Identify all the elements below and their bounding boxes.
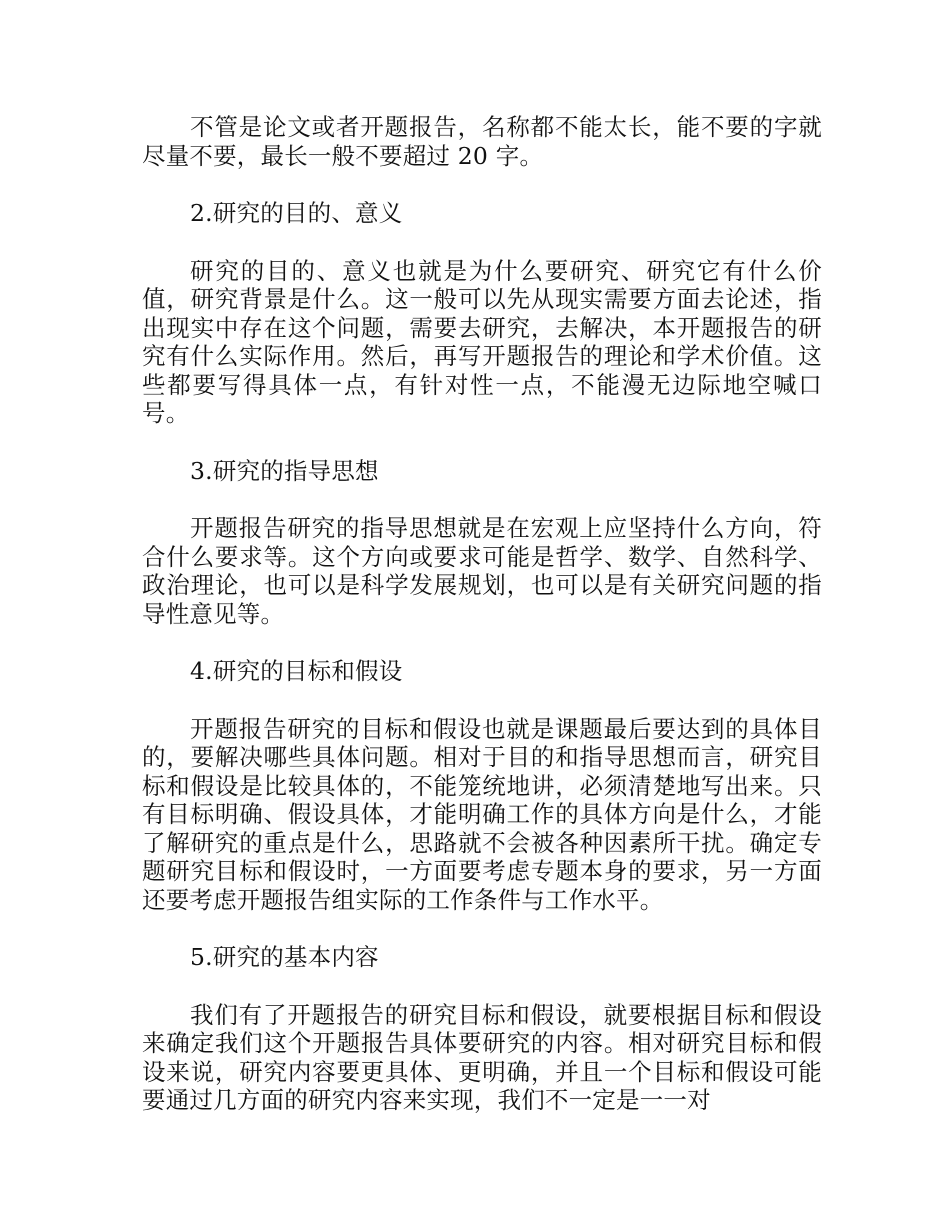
heading-guiding-ideology: 3.研究的指导思想: [190, 456, 379, 485]
heading-purpose-significance: 2.研究的目的、意义: [190, 199, 403, 227]
paragraph-guiding-ideology: 开题报告研究的指导思想就是在宏观上应坚持什么方向，符合什么要求等。这个方向或要求可能是哲学、数学、自然科学、政治理论，也可以是科学发展规划，也可以是有关研究问题的指导性意见等。: [142, 514, 822, 628]
paragraph-goals-hypotheses: 开题报告研究的目标和假设也就是课题最后要达到的具体目的，要解决哪些具体问题。相对于目的和指导思想而言，研究目标和假设是比较具体的，不能笼统地讲，必须清楚地写出来。只有目标明确、假设具体，才能明确工作的具体方向是什么，才能了解研究的重点是什么，思路就不会被各种因素所干扰。确定专题研究目标和假设时，一方面要考虑专题本身的要求，另一方面还要考虑开题报告组实际的工作条件与工作水平。: [142, 714, 822, 914]
heading-goals-hypotheses: 4.研究的目标和假设: [190, 657, 403, 685]
paragraph-basic-content: 我们有了开题报告的研究目标和假设，就要根据目标和假设来确定我们这个开题报告具体要研究的内容。相对研究目标和假设来说，研究内容要更具体、更明确，并且一个目标和假设可能要通过几方面的研究内容来实现，我们不一定是一一对: [142, 1000, 822, 1114]
heading-basic-content: 5.研究的基本内容: [190, 943, 379, 971]
paragraph-title-length: 不管是论文或者开题报告，名称都不能太长，能不要的字就尽量不要，最长一般不要超过 20 字。: [142, 113, 822, 170]
paragraph-purpose-significance: 研究的目的、意义也就是为什么要研究、研究它有什么价值，研究背景是什么。这一般可以先从现实需要方面去论述，指出现实中存在这个问题，需要去研究，去解决，本开题报告的研究有什么实际作用。然后，再写开题报告的理论和学术价值。这些都要写得具体一点，有针对性一点，不能漫无边际地空喊口号。: [142, 256, 822, 427]
document-body: [142, 113, 822, 1144]
